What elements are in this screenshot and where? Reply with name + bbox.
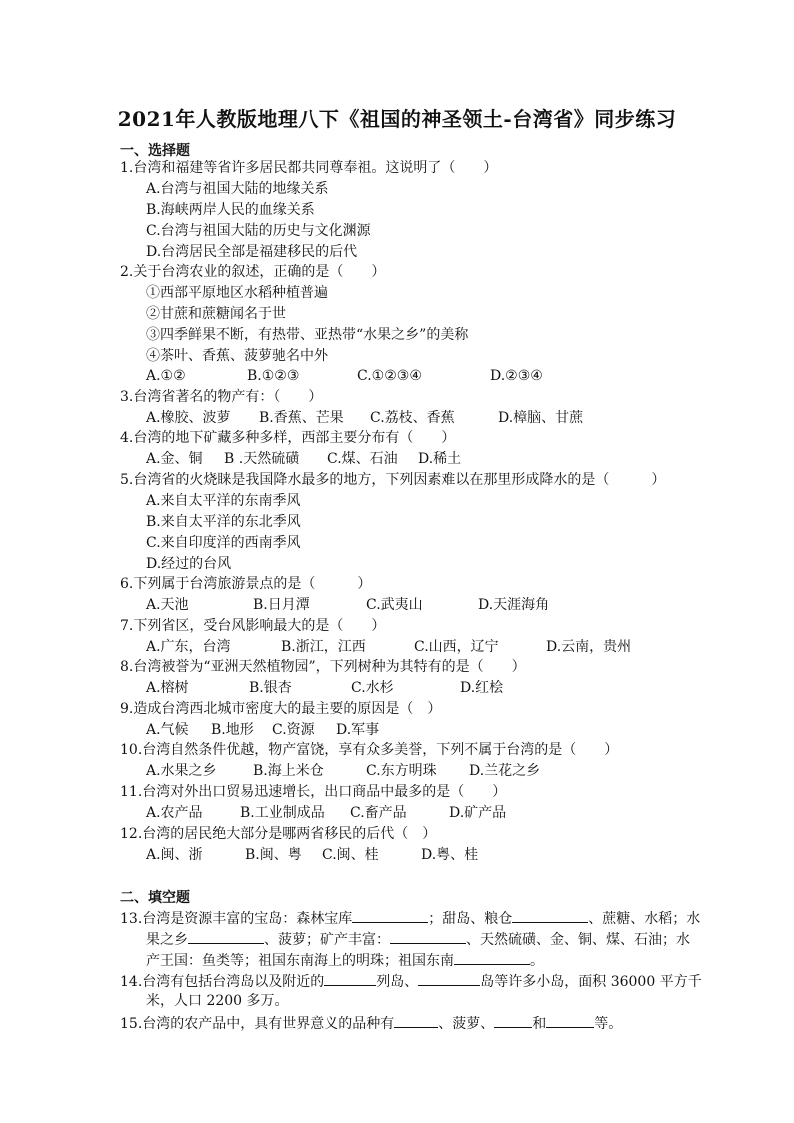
question-10: 10.台湾自然条件优越，物产富饶，享有众多美誉，下列不属于台湾的是（ ） [120, 742, 619, 758]
q15-blank-2[interactable] [494, 1012, 532, 1028]
q13-text-1b: ；甜岛、粮仓 [428, 911, 513, 927]
q13-text-3a: 产王国：鱼类等；祖国东南海上的明珠；祖国东南 [146, 953, 454, 969]
q8-option-a: A.榕树 [146, 680, 189, 696]
q4-option-a: A.金、铜 [146, 451, 203, 467]
q2-item-1: ①西部平原地区水稻种植普遍 [146, 285, 328, 301]
q15-text-b: 、菠萝、 [438, 1016, 495, 1032]
q2-option-c: C.①②③④ [357, 368, 422, 384]
q12-option-a: A.闽、浙 [146, 847, 203, 863]
q13-text-2b: 、菠萝；矿产丰富： [264, 932, 390, 948]
q7-option-a: A.广东，台湾 [146, 639, 231, 655]
q10-option-c: C.东方明珠 [366, 763, 437, 779]
q3-option-a: A.橡胶、波萝 [146, 410, 231, 426]
q9-option-a: A.气候 [146, 722, 189, 738]
q12-option-d: D.粤、桂 [421, 847, 479, 863]
question-3: 3.台湾省著名的物产有：（ ） [120, 389, 323, 405]
q8-option-b: B.银杏 [249, 680, 292, 696]
q8-option-d: D.红桧 [460, 680, 504, 696]
q8-option-c: C.水杉 [351, 680, 394, 696]
q10-option-d: D.兰花之乡 [469, 763, 541, 779]
q5-option-d: D.经过的台风 [146, 556, 232, 572]
q1-option-b: B.海峡两岸人民的血缘关系 [146, 202, 315, 218]
q2-option-b: B.①②③ [247, 368, 300, 384]
q9-option-b: B.地形 [211, 722, 254, 738]
q14-text-1c: 岛等许多小岛，面积 36000 平方千 [480, 974, 702, 990]
q5-option-c: C.来自印度洋的西南季风 [146, 535, 301, 551]
question-9: 9.造成台湾西北城市密度大的最主要的原因是（ ） [120, 701, 442, 717]
section-heading-fill-blank: 二、填空题 [120, 890, 190, 906]
q13-text-3b: 。 [530, 953, 544, 969]
q9-option-c: C.资源 [272, 722, 315, 738]
q14-blank-island[interactable] [418, 970, 480, 986]
q7-option-d: D.云南，贵州 [546, 639, 632, 655]
q3-option-c: C.荔枝、香蕉 [370, 410, 455, 426]
q12-option-b: B.闽、粤 [245, 847, 302, 863]
q5-option-b: B.来自太平洋的东北季风 [146, 514, 301, 530]
question-13-line-2 [146, 928, 690, 950]
q7-option-c: C.山西，辽宁 [414, 639, 499, 655]
q13-blank-fruit[interactable] [188, 928, 264, 944]
q13-blank-forest[interactable] [352, 907, 428, 923]
q13-blank-sugar-island[interactable] [512, 907, 588, 923]
q15-blank-3[interactable] [546, 1012, 594, 1028]
q2-item-4: ④茶叶、香蕉、菠萝驰名中外 [146, 348, 328, 364]
q14-text-1a: 14.台湾有包括台湾岛以及附近的 [120, 974, 325, 990]
q15-blank-1[interactable] [394, 1012, 438, 1028]
q10-option-b: B.海上米仓 [253, 763, 324, 779]
q2-item-3: ③四季鲜果不断，有热带、亚热带“水果之乡”的美称 [146, 327, 469, 343]
question-8: 8.台湾被誉为“亚洲天然植物园”，下列树种为其特有的是（ ） [120, 659, 526, 675]
q13-text-1c: 、蔗糖、水稻；水 [588, 911, 701, 927]
question-1: 1.台湾和福建等省许多居民都共同尊奉祖。这说明了（ ） [120, 160, 498, 176]
q5-option-a: A.来自太平洋的东南季风 [146, 493, 301, 509]
section-heading-choice: 一、选择题 [120, 143, 190, 159]
q4-option-b: B .天然硫磺 [224, 451, 300, 467]
q7-option-b: B.浙江，江西 [281, 639, 366, 655]
q1-option-c: C.台湾与祖国大陆的历史与文化渊源 [146, 223, 371, 239]
question-13-line-1 [120, 907, 700, 929]
q9-option-d: D.军事 [336, 722, 380, 738]
q11-option-d: D.矿产品 [449, 805, 507, 821]
q6-option-d: D.天涯海角 [478, 597, 550, 613]
q2-option-d: D.②③④ [490, 368, 543, 384]
q2-option-a: A.①② [146, 368, 186, 384]
question-14-line-2: 米，人口 2200 多万。 [146, 993, 289, 1009]
question-5: 5.台湾省的火烧睐是我国降水最多的地方，下列因素难以在那里形成降水的是（ ） [120, 472, 666, 488]
question-11: 11.台湾对外出口贸易迅速增长，出口商品中最多的是（ ） [120, 784, 507, 800]
page-title: 2021年人教版地理八下《祖国的神圣领土-台湾省》同步练习 [117, 107, 677, 131]
question-2: 2.关于台湾农业的叙述，正确的是（ ） [120, 264, 386, 280]
q13-text-1a: 13.台湾是资源丰富的宝岛：森林宝库 [120, 911, 353, 927]
q14-text-1b: 列岛、 [376, 974, 419, 990]
q4-option-d: D.稀土 [418, 451, 462, 467]
q13-text-2c: 、天然硫磺、金、铜、煤、石油；水 [466, 932, 690, 948]
q15-text-c: 和 [532, 1016, 547, 1032]
question-7: 7.下列省区，受台风影响最大的是（ ） [120, 618, 386, 634]
q13-blank-mineral[interactable] [390, 928, 466, 944]
q4-option-c: C.煤、石油 [327, 451, 398, 467]
q11-option-b: B.工业制成品 [240, 805, 325, 821]
q13-blank-southeast[interactable] [454, 949, 530, 965]
question-4: 4.台湾的地下矿藏多种多样，西部主要分布有（ ） [120, 430, 456, 446]
q3-option-d: D.樟脑、甘蔗 [498, 410, 584, 426]
q15-text-a: 15.台湾的农产品中，具有世界意义的品种有 [120, 1016, 395, 1032]
q14-blank-islands[interactable] [324, 970, 376, 986]
q6-option-c: C.武夷山 [366, 597, 423, 613]
question-12: 12.台湾的居民绝大部分是哪两省移民的后代（ ） [120, 826, 437, 842]
q3-option-b: B.香蕉、芒果 [259, 410, 344, 426]
q2-item-2: ②甘蔗和蔗糖闻名于世 [146, 306, 286, 322]
q10-option-a: A.水果之乡 [146, 763, 217, 779]
question-6: 6.下列属于台湾旅游景点的是（ ） [120, 576, 372, 592]
q15-text-d: 等。 [594, 1016, 623, 1032]
q1-option-a: A.台湾与祖国大陆的地缘关系 [146, 181, 329, 197]
question-13-line-3 [146, 949, 544, 971]
q12-option-c: C.闽、桂 [322, 847, 379, 863]
q13-text-2a: 果之乡 [146, 932, 188, 948]
q11-option-c: C.畜产品 [350, 805, 407, 821]
q6-option-b: B.日月潭 [253, 597, 310, 613]
question-14-line-1 [120, 970, 702, 992]
q11-option-a: A.农产品 [146, 805, 203, 821]
question-15 [120, 1012, 622, 1034]
q6-option-a: A.天池 [146, 597, 189, 613]
q1-option-d: D.台湾居民全部是福建移民的后代 [146, 244, 358, 260]
